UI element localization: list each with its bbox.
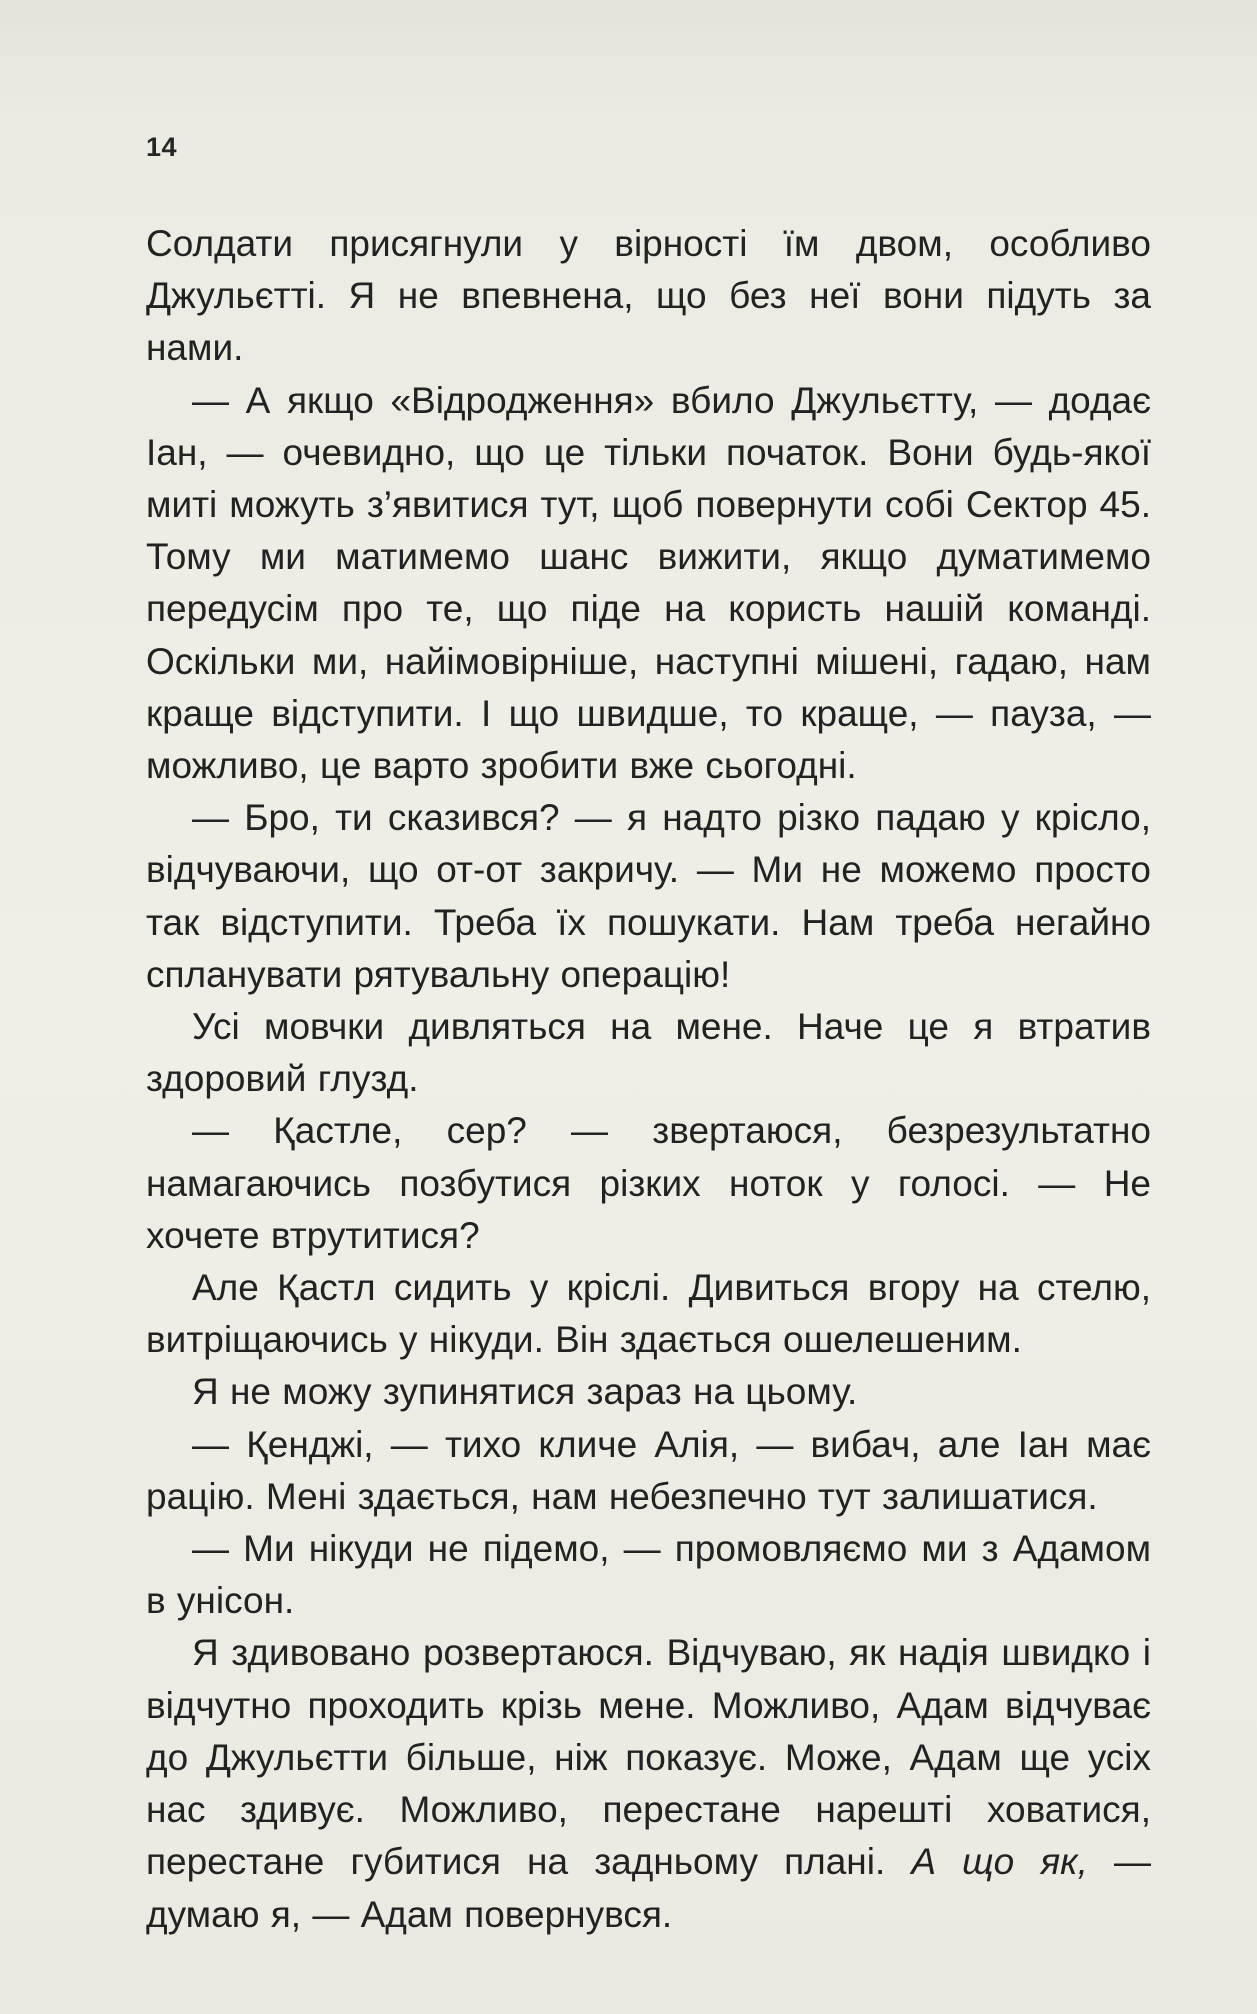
paragraph-4: Усі мовчки дивляться на мене. Наче це я втратив здоровий глузд. <box>146 1006 1151 1100</box>
paragraph-3: — Бро, ти сказився? — я надто різко падаю у крісло, відчуваючи, що от-от закричу. — Ми не можемо просто так відступити. Треба їх пошукати. Нам треба негайно спланувати рятувальну операцію! <box>146 797 1151 995</box>
paragraph-9: — Ми нікуди не підемо, — промовляємо ми з Адамом в унісон. <box>146 1528 1151 1622</box>
paragraph-2: — А якщо «Відродження» вбило Джульєтту, — додає Іан, — очевидно, що це тільки початок. Вони будь-якої миті можуть з’явитися тут, щоб повернути собі Сектор 45. Тому ми матимемо шанс вижити, якщо думатимемо передусім про те, що піде на користь нашій команді. Оскільки ми, найімовірніше, наступні мішені, гадаю, нам краще відступити. І що швидше, то краще, — пауза, — можливо, це варто зробити вже сьогодні. <box>146 379 1151 787</box>
paragraph-6: Але Қастл сидить у кріслі. Дивиться вгору на стелю, витріщаючись у нікуди. Він здається ошелешеним. <box>146 1267 1151 1361</box>
paragraph-1: Солдати присягнули у вірності їм двом, особливо Джульєтті. Я не впевнена, що без неї вони підуть за нами. <box>146 223 1151 369</box>
paragraph-7: Я не можу зупинятися зараз на цьому. <box>192 1371 858 1413</box>
paragraph-10-italic-text: А що як, <box>911 1841 1088 1883</box>
page-body-text <box>146 218 1151 1941</box>
paragraph-5: — Қастле, сер? — звертаюся, безрезультатно намагаючись позбутися різких ноток у голосі. — Не хочете втрутитися? <box>146 1110 1151 1256</box>
paragraph-10 <box>146 1627 1151 1940</box>
paragraph-10-text-start: Я здивовано розвертаюся. Відчуваю, як надія швидко і відчутно проходить крізь мене. Можливо, Адам відчуває до Джульєтти більше, ніж показує. Може, Адам ще усіх нас здивує. Можливо, перестане нарешті ховатися, перестане губитися на задньому плані. <box>146 1632 1151 1883</box>
paragraph-8: — Қенджі, — тихо кличе Алія, — вибач, але Іан має рацію. Мені здається, нам небезпечно тут залишатися. <box>146 1423 1151 1517</box>
page-number: 14 <box>146 132 178 162</box>
paragraph-10-text-end: — думаю я, — Адам повернувся. <box>146 1841 1151 1935</box>
